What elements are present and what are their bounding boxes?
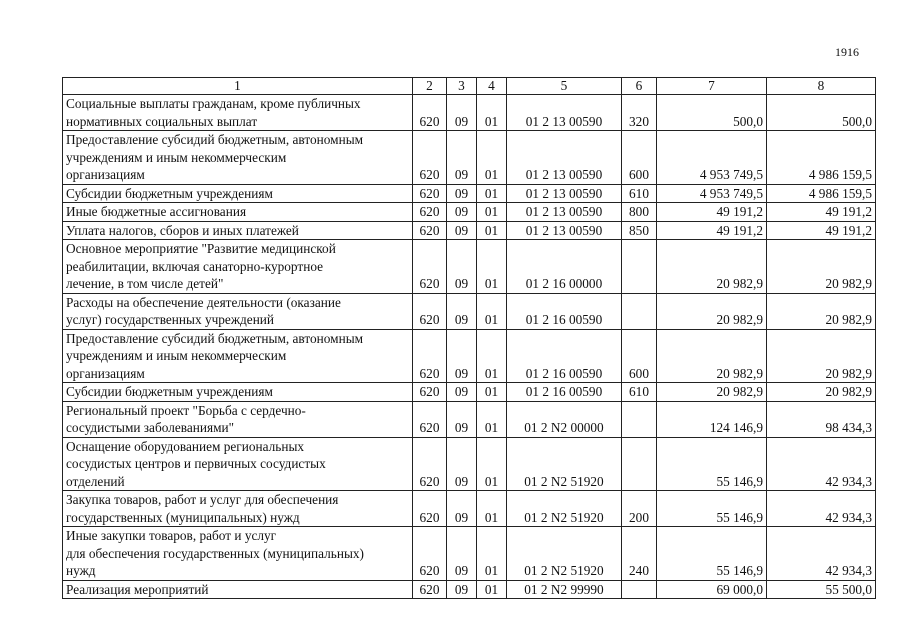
subsection-code-cell: 01 <box>477 95 507 131</box>
expense-type-cell <box>622 293 657 329</box>
row-name-cell: Региональный проект "Борьба с сердечно- сосудистыми заболеваниями" <box>63 401 413 437</box>
amount-col8-cell: 20 982,9 <box>767 293 876 329</box>
expense-type-cell: 200 <box>622 491 657 527</box>
subsection-code-cell: 01 <box>477 383 507 402</box>
amount-col7-cell: 20 982,9 <box>657 329 767 383</box>
ministry-code-cell: 620 <box>413 383 447 402</box>
section-code-cell: 09 <box>447 203 477 222</box>
section-code-cell: 09 <box>447 131 477 185</box>
amount-col7-cell: 124 146,9 <box>657 401 767 437</box>
target-article-cell: 01 2 13 00590 <box>507 203 622 222</box>
column-header: 2 <box>413 78 447 95</box>
row-name-cell: Субсидии бюджетным учреждениям <box>63 184 413 203</box>
ministry-code-cell: 620 <box>413 184 447 203</box>
table-row <box>63 401 876 437</box>
row-name-cell: Оснащение оборудованием региональных сосудистых центров и первичных сосудистых отделений <box>63 437 413 491</box>
ministry-code-cell: 620 <box>413 131 447 185</box>
target-article-cell: 01 2 13 00590 <box>507 95 622 131</box>
target-article-cell: 01 2 16 00590 <box>507 383 622 402</box>
subsection-code-cell: 01 <box>477 401 507 437</box>
target-article-cell: 01 2 13 00590 <box>507 184 622 203</box>
amount-col8-cell: 500,0 <box>767 95 876 131</box>
amount-col8-cell: 4 986 159,5 <box>767 184 876 203</box>
amount-col8-cell: 49 191,2 <box>767 221 876 240</box>
subsection-code-cell: 01 <box>477 527 507 581</box>
target-article-cell: 01 2 N2 51920 <box>507 437 622 491</box>
subsection-code-cell: 01 <box>477 329 507 383</box>
subsection-code-cell: 01 <box>477 203 507 222</box>
section-code-cell: 09 <box>447 329 477 383</box>
row-name-cell: Социальные выплаты гражданам, кроме публичных нормативных социальных выплат <box>63 95 413 131</box>
expense-type-cell <box>622 401 657 437</box>
amount-col8-cell: 42 934,3 <box>767 527 876 581</box>
row-name-cell: Реализация мероприятий <box>63 580 413 599</box>
ministry-code-cell: 620 <box>413 293 447 329</box>
amount-col7-cell: 500,0 <box>657 95 767 131</box>
table-row <box>63 184 876 203</box>
amount-col8-cell: 42 934,3 <box>767 491 876 527</box>
section-code-cell: 09 <box>447 437 477 491</box>
table-row <box>63 240 876 294</box>
ministry-code-cell: 620 <box>413 203 447 222</box>
page-number: 1916 <box>835 45 859 59</box>
expense-type-cell <box>622 437 657 491</box>
target-article-cell: 01 2 13 00590 <box>507 131 622 185</box>
column-header: 8 <box>767 78 876 95</box>
amount-col7-cell: 20 982,9 <box>657 240 767 294</box>
section-code-cell: 09 <box>447 491 477 527</box>
table-header-row <box>63 78 876 95</box>
table-body <box>63 95 876 599</box>
section-code-cell: 09 <box>447 293 477 329</box>
amount-col7-cell: 20 982,9 <box>657 383 767 402</box>
expense-type-cell <box>622 240 657 294</box>
amount-col7-cell: 49 191,2 <box>657 221 767 240</box>
target-article-cell: 01 2 13 00590 <box>507 221 622 240</box>
expense-type-cell: 600 <box>622 131 657 185</box>
subsection-code-cell: 01 <box>477 491 507 527</box>
table-row <box>63 203 876 222</box>
amount-col8-cell: 49 191,2 <box>767 203 876 222</box>
section-code-cell: 09 <box>447 221 477 240</box>
expense-type-cell: 800 <box>622 203 657 222</box>
section-code-cell: 09 <box>447 527 477 581</box>
expense-type-cell: 850 <box>622 221 657 240</box>
row-name-cell: Субсидии бюджетным учреждениям <box>63 383 413 402</box>
table-row <box>63 293 876 329</box>
expense-type-cell: 240 <box>622 527 657 581</box>
table-row <box>63 221 876 240</box>
column-header: 7 <box>657 78 767 95</box>
table-row <box>63 580 876 599</box>
section-code-cell: 09 <box>447 580 477 599</box>
section-code-cell: 09 <box>447 401 477 437</box>
target-article-cell: 01 2 16 00590 <box>507 293 622 329</box>
table-row <box>63 437 876 491</box>
row-name-cell: Иные закупки товаров, работ и услуг для обеспечения государственных (муниципальных) нужд <box>63 527 413 581</box>
column-header: 1 <box>63 78 413 95</box>
column-header: 3 <box>447 78 477 95</box>
expense-type-cell: 320 <box>622 95 657 131</box>
target-article-cell: 01 2 16 00590 <box>507 329 622 383</box>
row-name-cell: Основное мероприятие "Развитие медицинской реабилитации, включая санаторно-курортное лечение, в том числе детей" <box>63 240 413 294</box>
table-row <box>63 527 876 581</box>
expense-type-cell <box>622 580 657 599</box>
table-row <box>63 95 876 131</box>
amount-col7-cell: 55 146,9 <box>657 437 767 491</box>
subsection-code-cell: 01 <box>477 184 507 203</box>
subsection-code-cell: 01 <box>477 580 507 599</box>
row-name-cell: Расходы на обеспечение деятельности (оказание услуг) государственных учреждений <box>63 293 413 329</box>
amount-col8-cell: 98 434,3 <box>767 401 876 437</box>
subsection-code-cell: 01 <box>477 131 507 185</box>
ministry-code-cell: 620 <box>413 401 447 437</box>
row-name-cell: Предоставление субсидий бюджетным, автономным учреждениям и иным некоммерческим организациям <box>63 131 413 185</box>
column-header: 4 <box>477 78 507 95</box>
column-header: 6 <box>622 78 657 95</box>
subsection-code-cell: 01 <box>477 437 507 491</box>
amount-col8-cell: 20 982,9 <box>767 329 876 383</box>
row-name-cell: Иные бюджетные ассигнования <box>63 203 413 222</box>
table-row <box>63 491 876 527</box>
row-name-cell: Уплата налогов, сборов и иных платежей <box>63 221 413 240</box>
table-row <box>63 131 876 185</box>
amount-col8-cell: 20 982,9 <box>767 240 876 294</box>
ministry-code-cell: 620 <box>413 580 447 599</box>
ministry-code-cell: 620 <box>413 329 447 383</box>
row-name-cell: Предоставление субсидий бюджетным, автономным учреждениям и иным некоммерческим организациям <box>63 329 413 383</box>
amount-col7-cell: 55 146,9 <box>657 527 767 581</box>
expense-type-cell: 600 <box>622 329 657 383</box>
amount-col7-cell: 69 000,0 <box>657 580 767 599</box>
ministry-code-cell: 620 <box>413 240 447 294</box>
section-code-cell: 09 <box>447 95 477 131</box>
target-article-cell: 01 2 N2 51920 <box>507 491 622 527</box>
subsection-code-cell: 01 <box>477 293 507 329</box>
amount-col7-cell: 4 953 749,5 <box>657 184 767 203</box>
amount-col8-cell: 55 500,0 <box>767 580 876 599</box>
amount-col8-cell: 4 986 159,5 <box>767 131 876 185</box>
target-article-cell: 01 2 N2 99990 <box>507 580 622 599</box>
amount-col8-cell: 42 934,3 <box>767 437 876 491</box>
target-article-cell: 01 2 N2 51920 <box>507 527 622 581</box>
amount-col7-cell: 55 146,9 <box>657 491 767 527</box>
expense-type-cell: 610 <box>622 383 657 402</box>
column-header: 5 <box>507 78 622 95</box>
amount-col7-cell: 4 953 749,5 <box>657 131 767 185</box>
target-article-cell: 01 2 N2 00000 <box>507 401 622 437</box>
subsection-code-cell: 01 <box>477 240 507 294</box>
ministry-code-cell: 620 <box>413 527 447 581</box>
table-row <box>63 383 876 402</box>
section-code-cell: 09 <box>447 184 477 203</box>
ministry-code-cell: 620 <box>413 437 447 491</box>
row-name-cell: Закупка товаров, работ и услуг для обеспечения государственных (муниципальных) нужд <box>63 491 413 527</box>
ministry-code-cell: 620 <box>413 221 447 240</box>
ministry-code-cell: 620 <box>413 95 447 131</box>
section-code-cell: 09 <box>447 240 477 294</box>
budget-table <box>62 77 876 599</box>
section-code-cell: 09 <box>447 383 477 402</box>
subsection-code-cell: 01 <box>477 221 507 240</box>
target-article-cell: 01 2 16 00000 <box>507 240 622 294</box>
amount-col7-cell: 49 191,2 <box>657 203 767 222</box>
expense-type-cell: 610 <box>622 184 657 203</box>
amount-col8-cell: 20 982,9 <box>767 383 876 402</box>
table-row <box>63 329 876 383</box>
amount-col7-cell: 20 982,9 <box>657 293 767 329</box>
ministry-code-cell: 620 <box>413 491 447 527</box>
